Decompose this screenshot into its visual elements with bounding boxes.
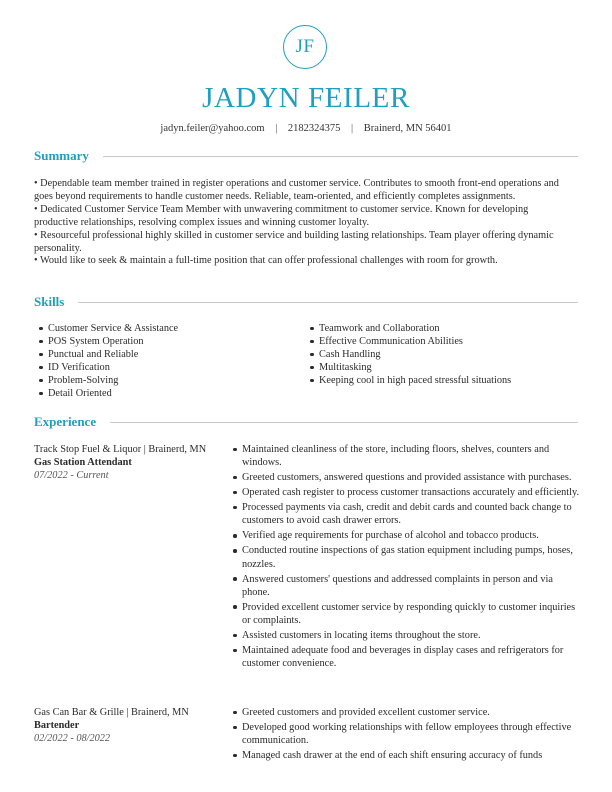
skills-section-header: [34, 294, 578, 310]
job-duty: Processed payments via cash, credit and debit cards and counted back change to customers to avoid cash drawer errors.: [233, 501, 583, 527]
section-divider: [110, 422, 578, 423]
summary-paragraph: • Dedicated Customer Service Team Member with unwavering commitment to customer service. Known for developing productive relationships, resolving complex issues and winning customer loyalty.: [34, 203, 529, 228]
skill-item: Multitasking: [309, 361, 579, 374]
section-divider: [103, 156, 578, 157]
skill-item: Detail Oriented: [38, 387, 298, 400]
summary-paragraph: • Dependable team member trained in register operations and customer service. Contributes to smooth front-end operations and goes beyond requirements to handle customer needs. Reliable, team-oriented, and efficiently completes assignments.: [34, 178, 559, 202]
skills-heading: Skills: [34, 294, 65, 309]
job-title: Bartender: [34, 720, 80, 731]
skill-item: Cash Handling: [309, 348, 579, 361]
skill-item: Punctual and Reliable: [38, 348, 298, 361]
skills-list-left: [38, 322, 298, 400]
monogram-badge: [283, 25, 327, 69]
experience-section-header: [34, 414, 578, 430]
job-duty: Maintained cleanliness of the store, including floors, shelves, counters and windows.: [233, 443, 583, 469]
contact-separator: |: [351, 123, 354, 134]
summary-heading: Summary: [34, 148, 89, 163]
job-company: Track Stop Fuel & Liquor | Brainerd, MN: [34, 444, 207, 455]
skill-item: POS System Operation: [38, 335, 298, 348]
location: Brainerd, MN 56401: [363, 123, 452, 134]
job-duty: Answered customers' questions and addressed complaints in person and via phone.: [233, 573, 583, 599]
job-duties-list: [233, 706, 583, 764]
job-meta: [34, 706, 230, 745]
skill-item: Problem-Solving: [38, 374, 298, 387]
job-company: Gas Can Bar & Grille | Brainerd, MN: [34, 707, 189, 718]
job-meta: [34, 443, 230, 482]
job-duty: Greeted customers, answered questions and provided assistance with purchases.: [233, 471, 583, 484]
monogram-initials: JF: [295, 36, 315, 57]
job-dates: 07/2022 - Current: [34, 470, 109, 481]
section-divider: [78, 302, 578, 303]
skill-item: Effective Communication Abilities: [309, 335, 579, 348]
job-duties-list: [233, 443, 583, 672]
candidate-name: JADYN FEILER: [202, 82, 410, 114]
skill-item: Keeping cool in high paced stressful situations: [309, 374, 579, 387]
contact-separator: |: [275, 123, 278, 134]
skill-item: Customer Service & Assistance: [38, 322, 298, 335]
skill-item: Teamwork and Collaboration: [309, 322, 579, 335]
job-duty: Managed cash drawer at the end of each shift ensuring accuracy of funds: [233, 749, 583, 762]
phone-number: 2182324375: [287, 123, 341, 134]
job-duty: Maintained adequate food and beverages in display cases and refrigerators for customer convenience.: [233, 644, 583, 670]
summary-text: [34, 178, 574, 268]
summary-section-header: [34, 148, 578, 164]
job-title: Gas Station Attendant: [34, 457, 132, 468]
job-duty: Assisted customers in locating items throughout the store.: [233, 629, 583, 642]
job-duty: Developed good working relationships with fellow employees through effective communication.: [233, 721, 583, 747]
job-duty: Greeted customers and provided excellent customer service.: [233, 706, 583, 719]
skill-item: ID Verification: [38, 361, 298, 374]
email-link[interactable]: jadyn.feiler@yahoo.com: [160, 123, 265, 134]
summary-paragraph: • Would like to seek & maintain a full-time position that can offer professional challenges with room for growth.: [34, 255, 498, 267]
job-duty: Verified age requirements for purchase of alcohol and tobacco products.: [233, 529, 583, 542]
job-dates: 02/2022 - 08/2022: [34, 733, 111, 744]
contact-line: [0, 122, 612, 136]
summary-paragraph: • Resourceful professional highly skilled in customer service and building lasting relationships. Team player offering dynamic personality.: [34, 229, 554, 254]
job-duty: Operated cash register to process customer transactions accurately and efficiently.: [233, 486, 583, 499]
skills-list-right: [309, 322, 579, 387]
job-duty: Provided excellent customer service by responding quickly to customer inquiries or complaints.: [233, 601, 583, 627]
job-duty: Conducted routine inspections of gas station equipment including pumps, hoses, nozzles.: [233, 544, 583, 570]
experience-heading: Experience: [34, 414, 97, 429]
